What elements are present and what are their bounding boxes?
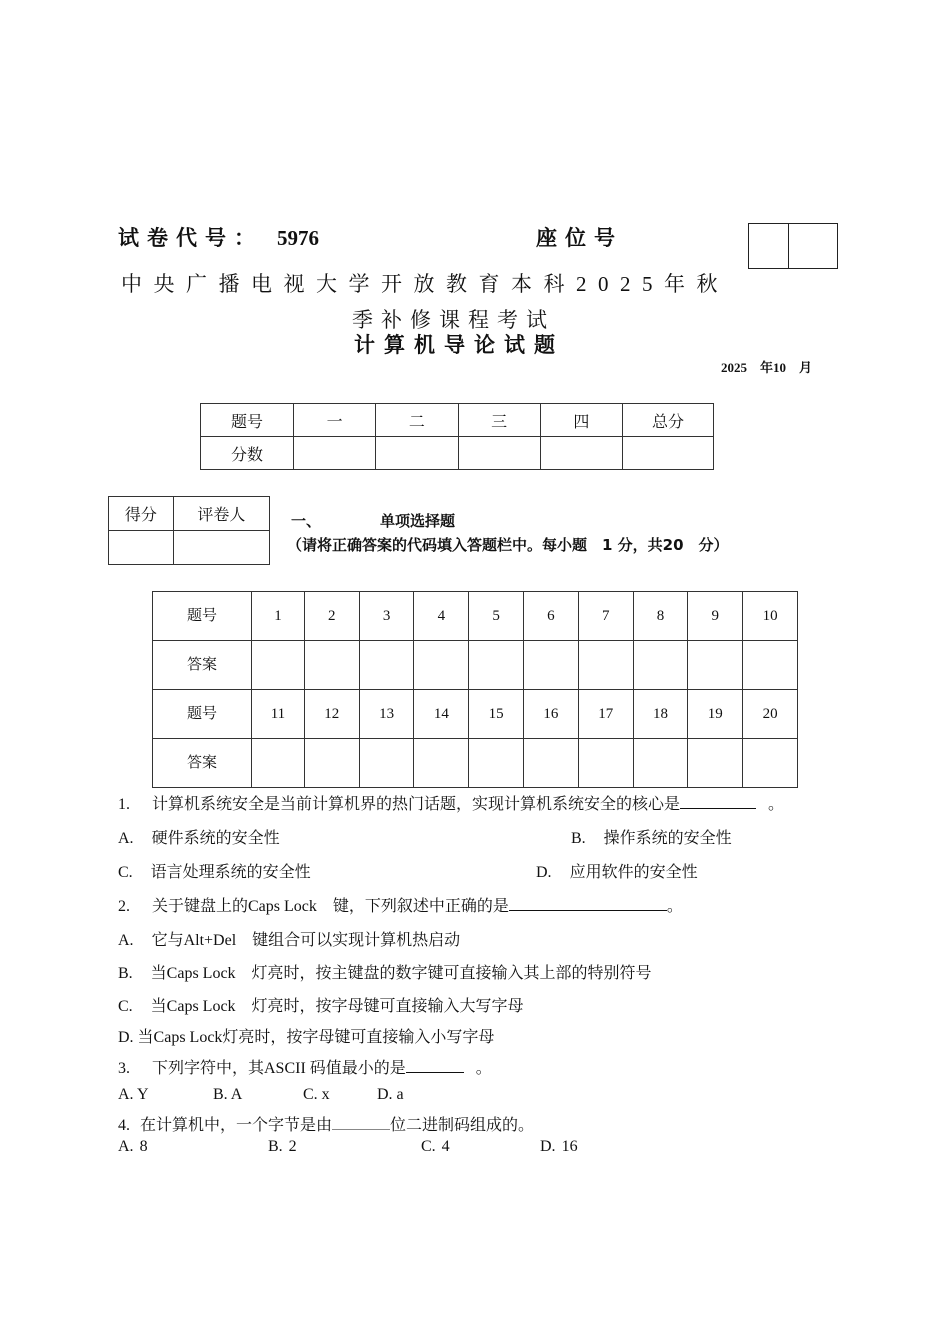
option-letter: B. bbox=[268, 1138, 283, 1155]
answer-cell[interactable] bbox=[304, 739, 359, 788]
grade-grader-label: 评卷人 bbox=[173, 497, 269, 531]
question-1-end: 。 bbox=[768, 796, 785, 813]
question-2-option-a bbox=[118, 927, 460, 950]
option-text: 硬件系统的安全性 bbox=[151, 830, 280, 847]
score-cell[interactable] bbox=[294, 437, 376, 470]
option-letter: D. bbox=[536, 864, 552, 881]
grade-grader-cell[interactable] bbox=[173, 531, 269, 565]
question-number-cell: 3 bbox=[359, 592, 414, 641]
exam-date: 2025 年10 月 bbox=[721, 360, 813, 375]
answer-cell[interactable] bbox=[252, 641, 305, 690]
question-2-blank[interactable] bbox=[509, 894, 667, 911]
question-1-text: 计算机系统安全是当前计算机界的热门话题，实现计算机系统安全的核心是 bbox=[152, 796, 681, 813]
answer-cell[interactable] bbox=[688, 641, 743, 690]
question-number-cell: 9 bbox=[688, 592, 743, 641]
exam-code-value: 5976 bbox=[277, 226, 319, 250]
score-table-col: 四 bbox=[540, 404, 622, 437]
question-3-option-c: C. x bbox=[303, 1086, 330, 1103]
question-2-option-c bbox=[118, 993, 524, 1016]
option-text: 16 bbox=[561, 1138, 578, 1155]
answer-cell[interactable] bbox=[359, 641, 414, 690]
score-cell[interactable] bbox=[540, 437, 622, 470]
grade-score-label: 得分 bbox=[109, 497, 174, 531]
option-text: 8 bbox=[139, 1138, 148, 1155]
answer-cell[interactable] bbox=[414, 739, 469, 788]
question-1-number: 1. bbox=[118, 796, 130, 813]
question-2-end: 。 bbox=[666, 898, 683, 915]
answer-table-question-row bbox=[153, 592, 798, 641]
question-number-label: 题号 bbox=[153, 690, 252, 739]
question-number-cell: 11 bbox=[252, 690, 305, 739]
score-cell[interactable] bbox=[623, 437, 714, 470]
option-letter: A. bbox=[118, 830, 134, 847]
answer-cell[interactable] bbox=[578, 641, 633, 690]
grade-box bbox=[108, 496, 270, 565]
exam-code-label: 试卷代号： bbox=[118, 226, 263, 250]
question-1-option-d bbox=[536, 859, 698, 882]
option-text: 2 bbox=[288, 1138, 297, 1155]
question-4-number: 4. bbox=[118, 1117, 130, 1134]
question-number-cell: 14 bbox=[414, 690, 469, 739]
question-number-cell: 4 bbox=[414, 592, 469, 641]
section-title: 单项选择题 bbox=[380, 512, 456, 530]
answer-label: 答案 bbox=[153, 739, 252, 788]
question-number-cell: 13 bbox=[359, 690, 414, 739]
question-2-text: 关于键盘上的Caps Lock 键，下列叙述中正确的是 bbox=[152, 898, 509, 915]
question-2-option-b bbox=[118, 960, 652, 983]
question-3-option-b: B. A bbox=[213, 1086, 243, 1103]
question-number-cell: 2 bbox=[304, 592, 359, 641]
question-2-option-d: D. 当Caps Lock灯亮时，按字母键可直接输入小写字母 bbox=[118, 1029, 495, 1046]
option-text: 当Caps Lock 灯亮时，按字母键可直接输入大写字母 bbox=[150, 998, 524, 1015]
question-4-blank[interactable] bbox=[332, 1113, 390, 1130]
question-number-cell: 1 bbox=[252, 592, 305, 641]
exam-title-line2: 季补修课程考试 bbox=[352, 308, 555, 332]
question-3-option-a: A. Y bbox=[118, 1086, 149, 1103]
option-text: 它与Alt+Del 键组合可以实现计算机热启动 bbox=[151, 932, 461, 949]
question-1-option-b bbox=[571, 825, 732, 848]
question-3-text: 下列字符中，其ASCII 码值最小的是 bbox=[152, 1060, 406, 1077]
option-text: 4 bbox=[441, 1138, 450, 1155]
option-letter: A. bbox=[118, 1138, 134, 1155]
answer-cell[interactable] bbox=[524, 739, 579, 788]
option-letter: A. bbox=[118, 932, 134, 949]
answer-cell[interactable] bbox=[359, 739, 414, 788]
answer-cell[interactable] bbox=[743, 641, 798, 690]
question-3-blank[interactable] bbox=[406, 1056, 464, 1073]
option-letter: C. bbox=[421, 1138, 436, 1155]
score-table-header-row bbox=[201, 404, 714, 437]
answer-cell[interactable] bbox=[304, 641, 359, 690]
score-table-col: 二 bbox=[376, 404, 458, 437]
question-number-cell: 6 bbox=[524, 592, 579, 641]
question-1-option-a bbox=[118, 825, 280, 848]
option-text: 语言处理系统的安全性 bbox=[150, 864, 311, 881]
answer-label: 答案 bbox=[153, 641, 252, 690]
option-text: 当Caps Lock 灯亮时，按主键盘的数字键可直接输入其上部的特别符号 bbox=[150, 965, 652, 982]
grade-score-cell[interactable] bbox=[109, 531, 174, 565]
score-table-row-label: 分数 bbox=[201, 437, 294, 470]
question-number-cell: 16 bbox=[524, 690, 579, 739]
question-1-option-c bbox=[118, 859, 311, 882]
question-1-blank[interactable] bbox=[680, 792, 756, 809]
question-4-option-b bbox=[268, 1138, 297, 1156]
question-4-option-a bbox=[118, 1138, 148, 1156]
score-table-col: 一 bbox=[294, 404, 376, 437]
answer-table-answer-row bbox=[153, 641, 798, 690]
score-table bbox=[200, 403, 714, 470]
answer-cell[interactable] bbox=[524, 641, 579, 690]
answer-table-answer-row bbox=[153, 739, 798, 788]
question-number-cell: 19 bbox=[688, 690, 743, 739]
question-number-cell: 5 bbox=[469, 592, 524, 641]
question-2 bbox=[118, 893, 683, 916]
answer-cell[interactable] bbox=[414, 641, 469, 690]
option-letter: C. bbox=[118, 998, 133, 1015]
answer-table-question-row bbox=[153, 690, 798, 739]
question-number-cell: 7 bbox=[578, 592, 633, 641]
score-table-col: 三 bbox=[458, 404, 540, 437]
option-letter: C. bbox=[118, 864, 133, 881]
question-4-text-after: 位二进制码组成的。 bbox=[390, 1117, 535, 1134]
answer-cell[interactable] bbox=[252, 739, 305, 788]
question-1 bbox=[118, 791, 784, 814]
question-2-number: 2. bbox=[118, 898, 130, 915]
score-table-col: 总分 bbox=[623, 404, 714, 437]
option-text: 应用软件的安全性 bbox=[569, 864, 698, 881]
section-number: 一、 bbox=[291, 512, 322, 530]
question-number-label: 题号 bbox=[153, 592, 252, 641]
question-3-option-d: D. a bbox=[377, 1086, 404, 1103]
question-number-cell: 10 bbox=[743, 592, 798, 641]
question-number-cell: 8 bbox=[633, 592, 688, 641]
answer-cell[interactable] bbox=[633, 641, 688, 690]
score-cell[interactable] bbox=[458, 437, 540, 470]
seat-number-label: 座位号 bbox=[536, 226, 623, 250]
option-letter: B. bbox=[118, 965, 133, 982]
question-4-text-before: 在计算机中，一个字节是由 bbox=[140, 1117, 333, 1134]
answer-cell[interactable] bbox=[469, 641, 524, 690]
answer-cell[interactable] bbox=[578, 739, 633, 788]
question-4-option-d bbox=[540, 1138, 578, 1156]
question-number-cell: 15 bbox=[469, 690, 524, 739]
option-text: 操作系统的安全性 bbox=[603, 830, 732, 847]
answer-cell[interactable] bbox=[743, 739, 798, 788]
option-letter: D. bbox=[540, 1138, 556, 1155]
question-4 bbox=[118, 1112, 534, 1135]
score-cell[interactable] bbox=[376, 437, 458, 470]
section-instructions: （请将正确答案的代码填入答题栏中。每小题 1 分，共20 分） bbox=[287, 536, 729, 554]
question-number-cell: 12 bbox=[304, 690, 359, 739]
option-letter: B. bbox=[571, 830, 586, 847]
question-number-cell: 18 bbox=[633, 690, 688, 739]
answer-cell[interactable] bbox=[688, 739, 743, 788]
question-3-end: 。 bbox=[475, 1060, 492, 1077]
score-table-score-row bbox=[201, 437, 714, 470]
exam-code bbox=[118, 222, 319, 252]
score-table-row-label: 题号 bbox=[201, 404, 294, 437]
seat-number-box[interactable] bbox=[748, 223, 838, 269]
question-number-cell: 17 bbox=[578, 690, 633, 739]
answer-cell[interactable] bbox=[469, 739, 524, 788]
answer-cell[interactable] bbox=[633, 739, 688, 788]
question-4-option-c bbox=[421, 1138, 450, 1156]
exam-subject-title: 计算机导论试题 bbox=[354, 333, 564, 357]
question-3 bbox=[118, 1055, 492, 1078]
exam-title-line1: 中央广播电视大学开放教育本科2025年秋 bbox=[121, 272, 729, 296]
question-number-cell: 20 bbox=[743, 690, 798, 739]
answer-table bbox=[152, 591, 798, 788]
question-3-number: 3. bbox=[118, 1060, 130, 1077]
